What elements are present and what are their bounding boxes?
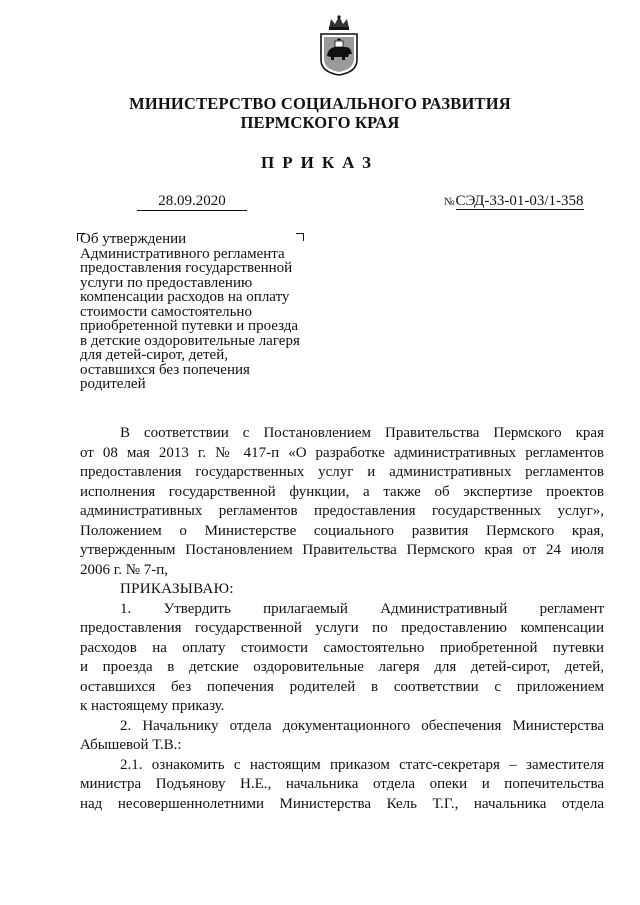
subject-line: стоимости самостоятельно — [80, 303, 252, 320]
item-2-1-paragraph — [80, 756, 604, 815]
subject-line: компенсации расходов на оплату — [80, 289, 290, 305]
text-line: исполнения государственной функции, а также об экспертизе проектов — [80, 483, 604, 500]
document-type-title: ПРИКАЗ — [261, 153, 379, 172]
text-line: к настоящему приказу. — [80, 698, 225, 714]
text-line: министра Подъянову Н.Е., начальника отдела опеки и попечительства — [80, 776, 604, 792]
subject-line: услуги по предоставлению — [80, 274, 253, 291]
subject-line: предоставления государственной — [80, 260, 293, 276]
coat-of-arms-icon — [318, 14, 360, 76]
text-line: Абышевой Т.В.: — [80, 737, 182, 753]
subject-line: в детские оздоровительные лагеря — [80, 332, 300, 349]
order-subject — [80, 232, 300, 392]
text-line: 1. Утвердить прилагаемый Административный регламент — [120, 600, 604, 617]
subject-line: Об утверждении — [80, 231, 187, 247]
text-line: и проезда в детские оздоровительные лагеря для детей-сирот, детей, — [80, 659, 604, 675]
text-line: оставшихся без попечения родителей в соответствии с приложением — [80, 678, 604, 695]
subject-line: Административного регламента — [80, 245, 285, 262]
preamble-paragraph — [80, 424, 604, 580]
text-line: предоставления государственной услуги по предоставлению компенсации — [80, 620, 604, 636]
text-line: В соответствии с Постановлением Правительства Пермского края — [120, 425, 604, 441]
text-line: административных регламентов предоставления государственных услуг», — [80, 503, 604, 519]
number-sign: № — [444, 196, 455, 208]
coat-of-arms-emblem — [318, 14, 360, 76]
text-line: 2. Начальнику отдела документационного обеспечения Министерства — [120, 717, 604, 734]
document-number — [444, 192, 584, 211]
subject-line: для детей-сирот, детей, — [80, 347, 228, 363]
text-line: над несовершеннолетними Министерства Кель Т.Г., начальника отдела — [80, 795, 604, 812]
subject-line: родителей — [80, 376, 146, 392]
subject-line: приобретенной путевки и проезда — [80, 318, 299, 334]
subject-line: оставшихся без попечения — [80, 361, 250, 378]
item-1-paragraph — [80, 600, 604, 717]
ministry-line-1: МИНИСТЕРСТВО СОЦИАЛЬНОГО РАЗВИТИЯ — [129, 94, 511, 113]
order-body — [80, 424, 604, 814]
text-line: утвержденным Постановлением Правительства Пермского края от 24 июля — [80, 542, 604, 558]
text-line: от 08 мая 2013 г. № 417-п «О разработке административных регламентов — [80, 444, 604, 461]
ministry-line-2: ПЕРМСКОГО КРАЯ — [240, 113, 400, 132]
item-2-paragraph — [80, 717, 604, 756]
text-line: 2.1. ознакомить с настоящим приказом статс-секретаря – заместителя — [120, 756, 604, 773]
text-line: предоставления государственных услуг и административных регламентов — [80, 464, 604, 480]
text-line: 2006 г. № 7-п, — [80, 561, 169, 578]
order-word: ПРИКАЗЫВАЮ: — [120, 581, 234, 597]
text-line: Положением о Министерстве социального развития Пермского края, — [80, 522, 604, 539]
number-value: СЭД-33-01-03/1-358 — [455, 193, 584, 209]
document-date: 28.09.2020 — [137, 192, 247, 211]
ministry-name — [0, 94, 640, 132]
text-line: расходов на оплату стоимости самостоятельно приобретенной путевки — [80, 639, 604, 656]
